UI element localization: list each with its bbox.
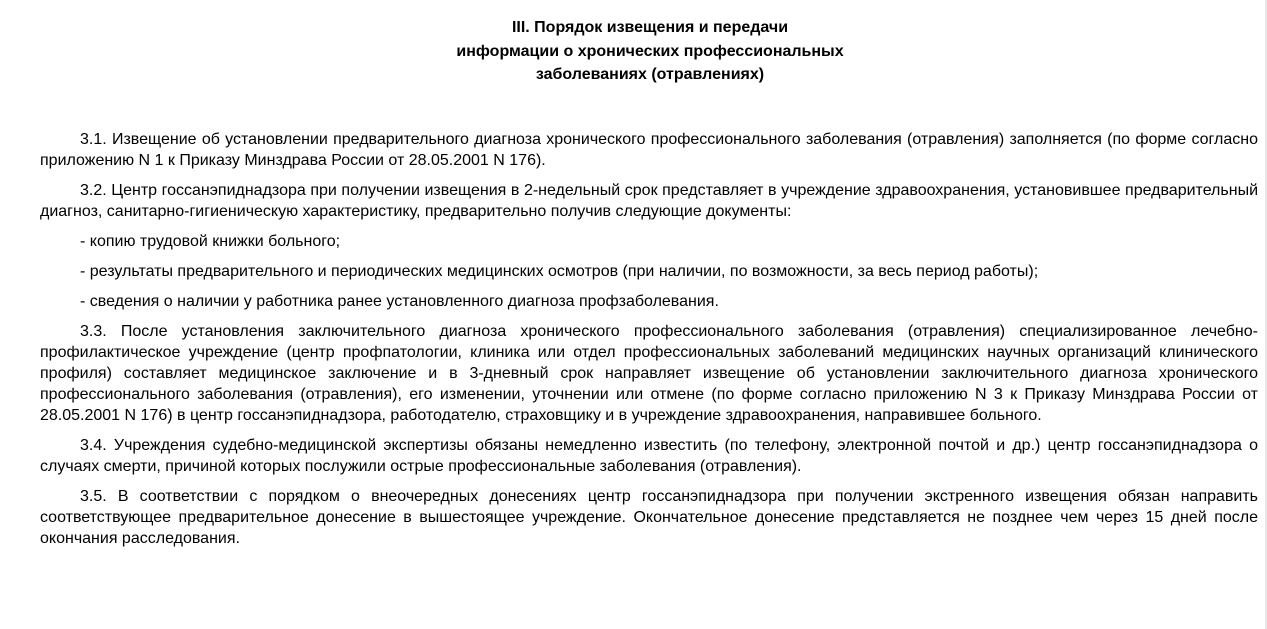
paragraph-3-3: 3.3. После установления заключительного диагноза хронического профессионального заболевания (отравления) специализированное лечебно-профилактическое учреждение (центр профпатологии, клиника или отдел профессиональных заболеваний медицинских научных организаций клинического профиля) составляет медицинское заключение и в 3-дневный срок направляет извещение об установлении заключительного диагноза хронического профессионального заболевания (отравления), его изменении, уточнении или отмене (по форме согласно приложению N 3 к Приказу Минздрава России от 28.05.2001 N 176) в центр госсанэпиднадзора, работодателю, страховщику и в учреждение здравоохранения, направившее больного.: [40, 323, 1258, 424]
heading-line-2: информации о хронических профессиональных: [456, 42, 844, 60]
list-item-medical-exams: - результаты предварительного и периодических медицинских осмотров (при наличии, по возможности, за весь период работы);: [80, 263, 1039, 280]
heading-line-3: заболеваниях (отравлениях): [535, 66, 765, 83]
list-item-work-book: - копию трудовой книжки больного;: [80, 233, 341, 250]
paragraph-3-4: 3.4. Учреждения судебно-медицинской экспертизы обязаны немедленно известить (по телефону, электронной почтой и др.) центр госсанэпиднадзора о случаях смерти, причиной которых послужили острые профессиональные заболевания (отравления).: [40, 437, 1258, 475]
section-heading: [0, 16, 1267, 87]
paragraph-3-1: 3.1. Извещение об установлении предварительного диагноза хронического профессионального заболевания (отравления) заполняется (по форме согласно приложению N 1 к Приказу Минздрава России от 28.05.2001 N 176).: [40, 131, 1258, 169]
paragraph-3-2: 3.2. Центр госсанэпиднадзора при получении извещения в 2-недельный срок представляет в учреждение здравоохранения, установившее предварительный диагноз, санитарно-гигиеническую характеристику, предварительно получив следующие документы:: [40, 182, 1258, 220]
heading-line-1: III. Порядок извещения и передачи: [511, 19, 789, 36]
section-body: [40, 129, 1258, 558]
list-item-prior-diagnosis: - сведения о наличии у работника ранее установленного диагноза профзаболевания.: [80, 293, 719, 310]
paragraph-3-5: 3.5. В соответствии с порядком о внеочередных донесениях центр госсанэпиднадзора при получении экстренного извещения обязан направить соответствующее предварительное донесение в вышестоящее учреждение. Окончательное донесение представляется не позднее чем через 15 дней после окончания расследования.: [40, 488, 1258, 547]
